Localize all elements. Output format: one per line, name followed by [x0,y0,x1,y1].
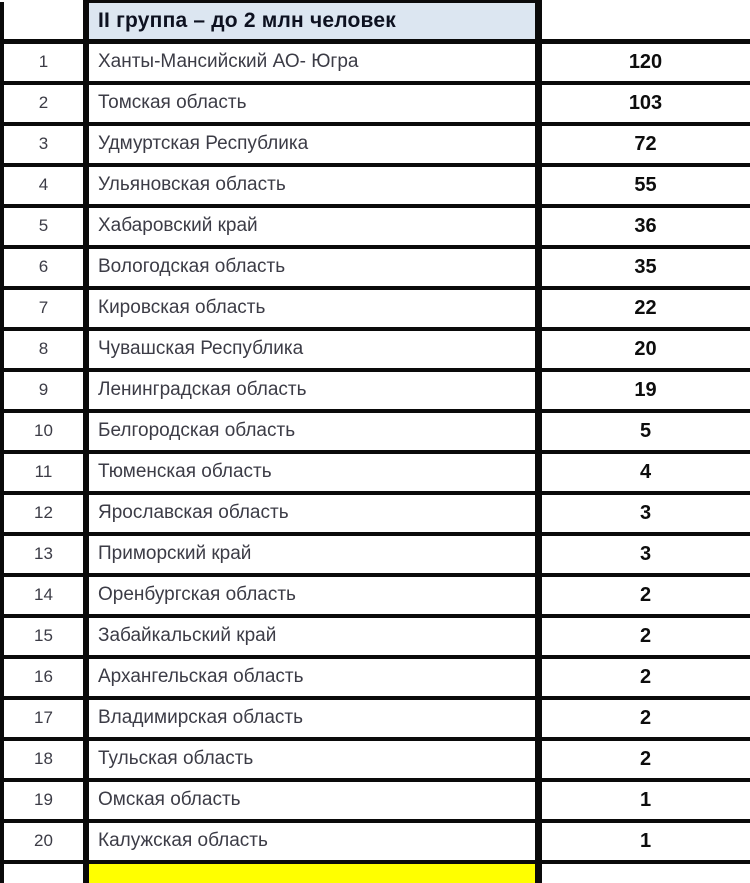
rank-cell: 1 [2,42,86,83]
region-cell: Ульяновская область [86,165,538,206]
rank-cell: 3 [2,124,86,165]
value-cell: 19 [538,370,750,411]
table-row [2,329,750,370]
value-cell: 55 [538,165,750,206]
table-row [2,206,750,247]
value-cell: 120 [538,42,750,83]
region-cell: Калужская область [86,821,538,862]
rank-cell: 13 [2,534,86,575]
table-row [2,452,750,493]
table-row [2,288,750,329]
value-cell: 36 [538,206,750,247]
region-cell: Вологодская область [86,247,538,288]
rank-cell: 5 [2,206,86,247]
rank-cell: 9 [2,370,86,411]
value-cell: 2 [538,575,750,616]
region-cell-highlighted [86,862,538,883]
table-row [2,616,750,657]
rank-cell: 20 [2,821,86,862]
region-cell: Белгородская область [86,411,538,452]
value-cell [538,862,750,883]
value-cell: 35 [538,247,750,288]
value-cell: 2 [538,657,750,698]
table-row [2,124,750,165]
table-row [2,247,750,288]
rank-cell: 7 [2,288,86,329]
region-cell: Омская область [86,780,538,821]
value-cell: 3 [538,493,750,534]
rank-header-cell [2,2,86,42]
region-cell: Тульская область [86,739,538,780]
table-row [2,411,750,452]
table-row [2,657,750,698]
rank-cell: 10 [2,411,86,452]
rank-cell [2,862,86,883]
value-cell: 1 [538,780,750,821]
table-row [2,165,750,206]
value-cell: 2 [538,698,750,739]
rank-cell: 18 [2,739,86,780]
region-cell: Оренбургская область [86,575,538,616]
table-body [2,42,750,883]
table-row [2,821,750,862]
table-row [2,575,750,616]
table-row [2,83,750,124]
value-cell: 103 [538,83,750,124]
value-cell: 20 [538,329,750,370]
rank-cell: 14 [2,575,86,616]
table-row [2,534,750,575]
rank-cell: 6 [2,247,86,288]
region-cell: Ярославская область [86,493,538,534]
group-title-cell: II группа – до 2 млн человек [86,2,538,42]
rank-cell: 15 [2,616,86,657]
value-cell: 1 [538,821,750,862]
rank-cell: 19 [2,780,86,821]
region-cell: Чувашская Республика [86,329,538,370]
region-cell: Ханты-Мансийский АО- Югра [86,42,538,83]
table-row [2,780,750,821]
rank-cell: 2 [2,83,86,124]
region-cell: Ленинградская область [86,370,538,411]
value-cell: 3 [538,534,750,575]
rank-cell: 12 [2,493,86,534]
region-cell: Владимирская область [86,698,538,739]
table-row [2,42,750,83]
value-cell: 2 [538,616,750,657]
value-cell: 22 [538,288,750,329]
table-row [2,493,750,534]
region-cell: Хабаровский край [86,206,538,247]
rank-cell: 17 [2,698,86,739]
value-cell: 4 [538,452,750,493]
table-header-row [2,2,750,42]
table-row [2,739,750,780]
value-header-cell [538,2,750,42]
region-cell: Удмуртская Республика [86,124,538,165]
region-cell: Архангельская область [86,657,538,698]
rank-cell: 4 [2,165,86,206]
value-cell: 72 [538,124,750,165]
region-cell: Забайкальский край [86,616,538,657]
table-row [2,698,750,739]
value-cell: 2 [538,739,750,780]
region-cell: Томская область [86,83,538,124]
region-cell: Тюменская область [86,452,538,493]
rank-cell: 16 [2,657,86,698]
table-row [2,370,750,411]
rank-cell: 8 [2,329,86,370]
rank-cell: 11 [2,452,86,493]
region-cell: Приморский край [86,534,538,575]
value-cell: 5 [538,411,750,452]
region-cell: Кировская область [86,288,538,329]
highlighted-next-row-partial [2,862,750,883]
